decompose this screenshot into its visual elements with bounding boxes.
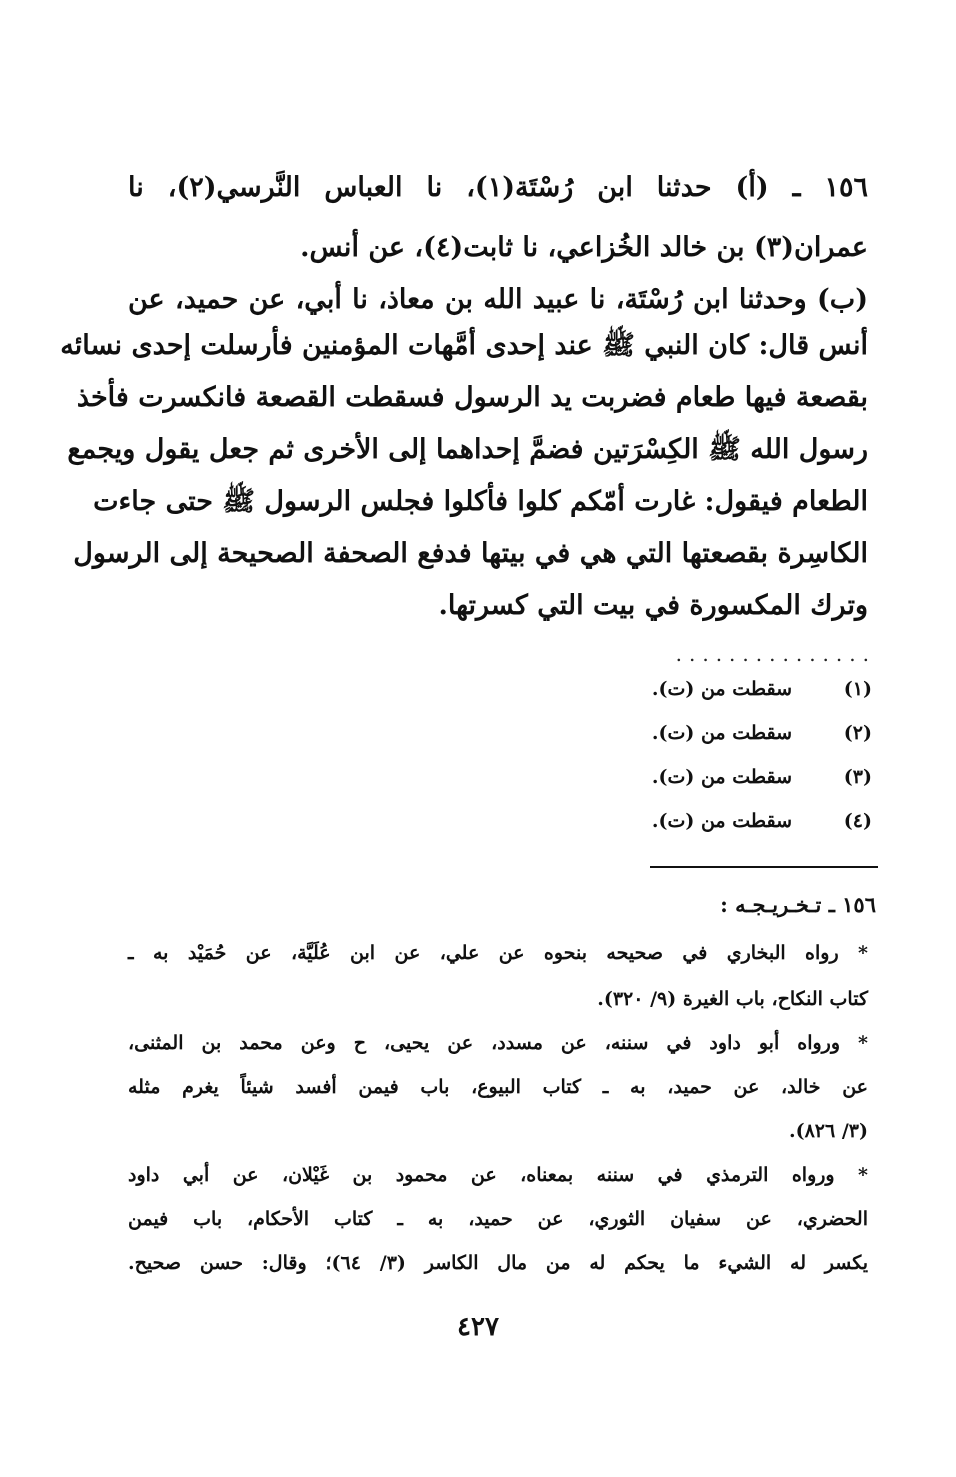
footnote-number: (٤) — [843, 810, 872, 832]
footnote-text: سقطت من (ت). — [651, 722, 792, 744]
takhrij-line: * ورواه أبو داود في سننه، عن مسدد، عن يحيى، ح وعن محمد بن المثنى، — [128, 1032, 868, 1054]
main-text-line: ١٥٦ ـ (أ) حدثنا ابن رُسْتَة(١)، نا العباس النَّرسي(٢)، نا — [128, 172, 868, 203]
takhrij-line: الحضري، عن سفيان الثوري، عن حميد، به ـ كتاب الأحكام، باب فيمن — [128, 1208, 868, 1230]
main-text-line: بقصعة فيها طعام فضربت يد الرسول فسقطت القصعة فانكسرت فأخذ — [76, 382, 868, 413]
takhrij-title: ١٥٦ ـ تـخـريـجـه : — [720, 892, 876, 917]
page-number: ٤٢٧ — [457, 1312, 499, 1342]
main-text-line: عمران(٣) بن خالد الخُزاعي، نا ثابت(٤)، عن أنس. — [300, 232, 868, 263]
takhrij-line: يكسر له الشيء ما يحكم له من مال الكاسر (٣/ ٦٤)؛ وقال: حسن صحيح. — [128, 1252, 869, 1274]
main-text-line: الطعام فيقول: غارت أمّكم كلوا فأكلوا فجلس الرسول ﷺ حتى جاءت — [93, 486, 868, 517]
footnote — [572, 722, 872, 744]
takhrij-line: * رواه البخاري في صحيحه بنحوه عن علي، عن ابن عُلَيَّة، عن حُمَيْد به ـ — [128, 942, 868, 964]
main-text-line: أنس قال: كان النبي ﷺ عند إحدى أمَّهات المؤمنين فأرسلت إحدى نسائه — [60, 330, 868, 361]
main-text-line: (ب) وحدثنا ابن رُسْتَة، نا عبيد الله بن معاذ، نا أبي، عن حميد، عن — [128, 284, 868, 315]
footnote-text: سقطت من (ت). — [651, 678, 792, 700]
takhrij-line: كتاب النكاح، باب الغيرة (٩/ ٣٢٠). — [597, 988, 868, 1010]
footnote-number: (٢) — [843, 722, 872, 744]
footnote — [572, 678, 872, 700]
footnote — [572, 810, 872, 832]
footnote-number: (١) — [843, 678, 872, 700]
takhrij-line: * ورواه الترمذي في سننه بمعناه، عن محمود بن غَيْلان، عن أبي داود — [128, 1164, 868, 1186]
section-divider — [650, 866, 878, 868]
takhrij-line: (٣/ ٨٢٦). — [788, 1120, 868, 1142]
main-text-line: الكاسِرة بقصعتها التي هي في بيتها فدفع الصحفة الصحيحة إلى الرسول — [73, 538, 868, 569]
footnote-text: سقطت من (ت). — [651, 766, 792, 788]
main-text-line: وترك المكسورة في بيت التي كسرتها. — [438, 590, 868, 621]
footnote-number: (٣) — [843, 766, 872, 788]
takhrij-line: عن خالد، عن حميد، به ـ كتاب البيوع، باب فيمن أفسد شيئاً يغرم مثله — [128, 1076, 868, 1098]
main-text-line: رسول الله ﷺ الكِسْرَتين فضمَّ إحداهما إلى الأخرى ثم جعل يقول ويجمع — [67, 434, 868, 465]
footnote — [572, 766, 872, 788]
footnote-separator-dots: ............... — [675, 642, 876, 666]
footnote-text: سقطت من (ت). — [651, 810, 792, 832]
